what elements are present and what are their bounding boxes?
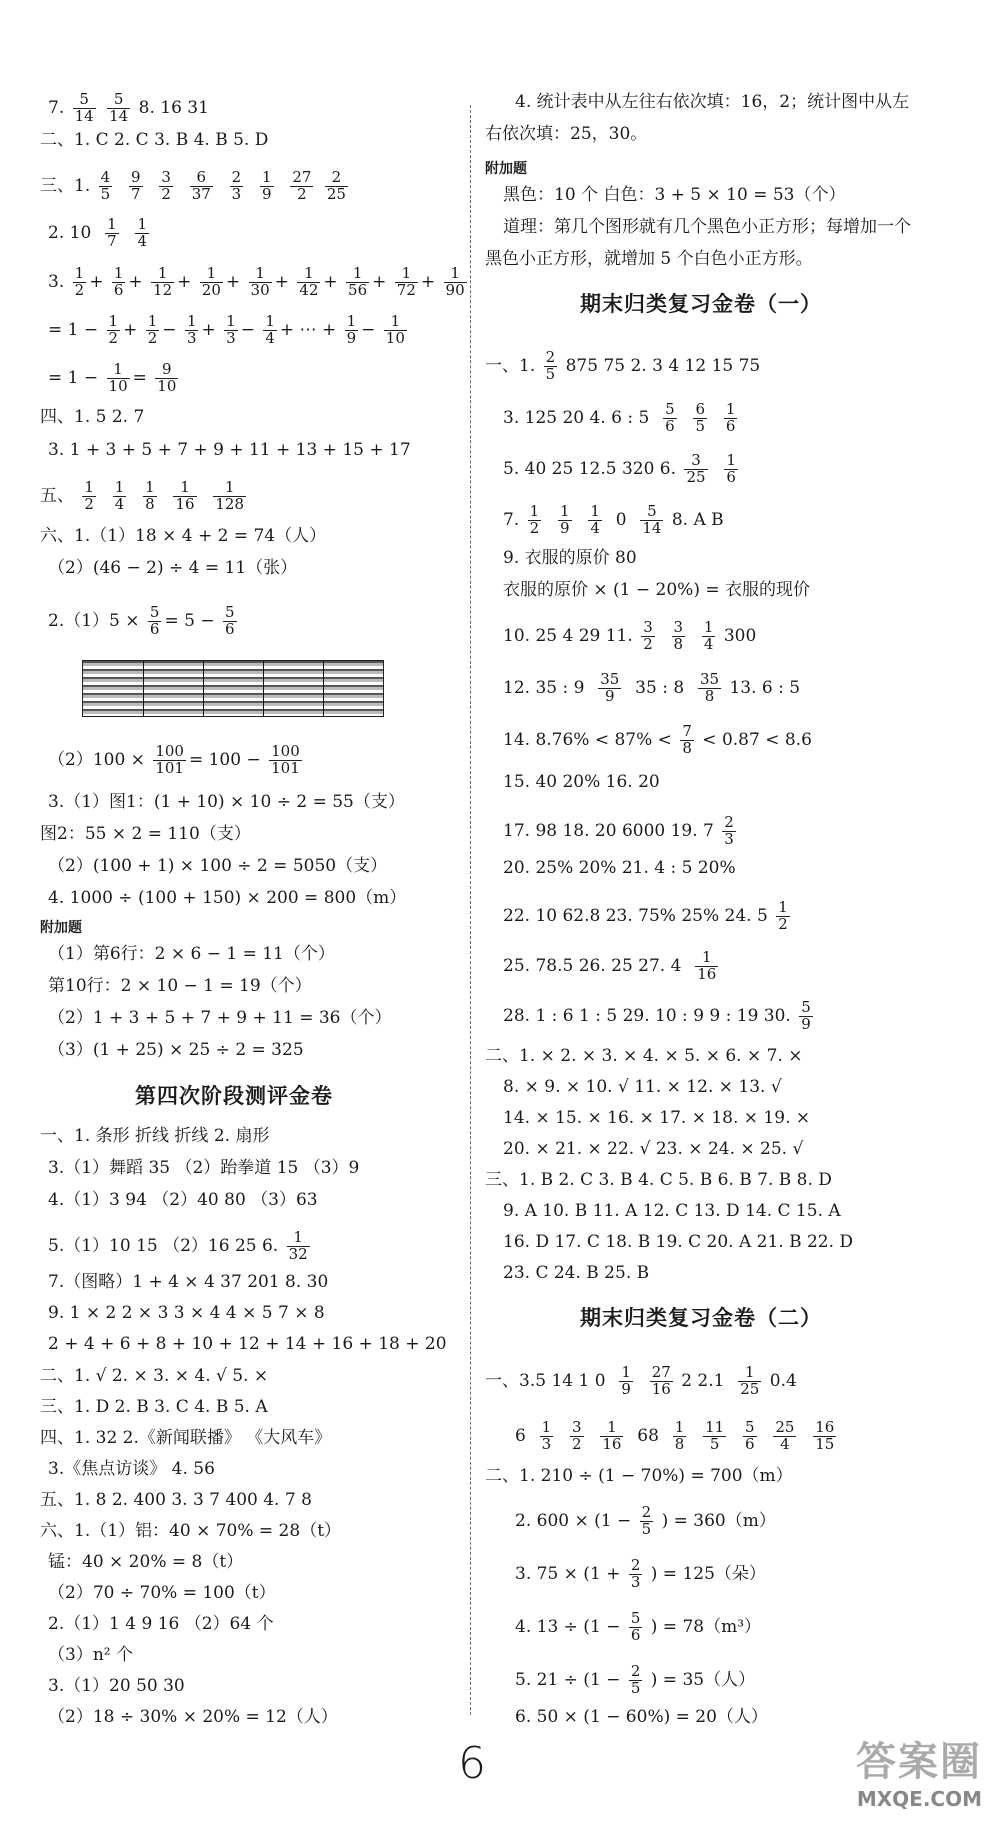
fraction: $\frac{1}{6}$ [113,264,124,299]
fraction: $\frac{5}{14}$ [642,502,662,537]
fraction: $\frac{1}{16}$ [175,478,195,513]
left-line-m14: 锰：40 × 20% = 8（t） [48,1552,244,1572]
text: ) = 35（人） [650,1669,756,1690]
fraction: $\frac{1}{30}$ [250,264,270,299]
text: 68 [637,1425,659,1446]
fraction: $\frac{1}{2}$ [778,898,788,933]
left-line-14: （2）100 × $\frac{100}{101}$ = 100 − $\frac{100}{101}$ [48,742,300,777]
fraction: $\frac{2}{5}$ [641,1503,652,1538]
fraction: $\frac{1}{12}$ [153,264,173,299]
fraction: $\frac{100}{101}$ [155,742,184,777]
fraction: $\frac{7}{8}$ [682,722,692,757]
fraction: $\frac{2}{5}$ [630,1662,641,1697]
h-line-1: 二、1. 210 ÷ (1 − 70%) = 700（m） [485,1466,793,1486]
fraction: $\frac{1}{90}$ [445,264,465,299]
text: ) = 125（朵） [650,1563,766,1584]
f-line-7 [503,620,756,653]
fraction: $\frac{35}{8}$ [699,670,720,705]
text: 一、3.5 14 1 0 [485,1370,606,1391]
text: 2 2.1 [681,1370,725,1391]
left-line-8: 四、1. 5 2. 7 [40,407,145,427]
fraction: $\frac{25}{4}$ [775,1418,795,1453]
left-line-m1: 一、1. 条形 折线 折线 2. 扇形 [40,1126,270,1146]
choice-line-3: 16. D 17. C 18. B 19. C 20. A 21. B 22. D [503,1232,854,1252]
fraction: $\frac{1}{2}$ [147,312,158,347]
text: ) = 360（m） [661,1510,776,1531]
fraction: $\frac{1}{3}$ [226,312,236,347]
text: 0.4 [769,1370,797,1391]
g-line-1 [485,1365,797,1398]
f-line-14 [503,950,721,983]
fraction: $\frac{3}{2}$ [572,1418,582,1453]
column-divider [470,105,471,1715]
left-line-18: 4. 1000 ÷ (100 + 150) × 200 = 800（m） [48,888,407,908]
text: 28. 1 : 6 1 : 5 29. 10 : 9 9 : 19 30. [503,1005,791,1026]
fraction: $\frac{1}{3}$ [186,312,197,347]
fraction: $\frac{100}{101}$ [271,742,300,777]
left-line-9: 3. 1 + 3 + 5 + 7 + 9 + 11 + 13 + 15 + 17 [48,440,411,460]
text: 3. 125 20 4. 6 : 5 [503,407,650,428]
left-line-4 [48,217,152,250]
fraction: $\frac{5}{14}$ [109,90,129,125]
left-line-1 [48,92,209,125]
judge-line-3: 14. × 15. × 16. × 17. × 18. × 19. × [503,1108,811,1128]
text: ) = 78（m³） [650,1616,762,1637]
fraction: $\frac{1}{9}$ [346,312,357,347]
fraction: $\frac{1}{16}$ [602,1418,622,1453]
f-line-10: 15. 40 20% 16. 20 [503,772,660,792]
text: 5. 40 25 12.5 320 6. [503,458,677,479]
fraction: $\frac{5}{14}$ [74,90,94,125]
text: 三、1. [40,175,91,196]
fraction: $\frac{27}{16}$ [651,1363,671,1398]
fraction: $\frac{1}{2}$ [74,264,85,299]
text: 4. 13 ÷ (1 − [515,1616,621,1637]
judge-line-2: 8. × 9. × 10. √ 11. × 12. × 13. √ [503,1077,782,1097]
section-title-final-2: 期末归类复习金卷（二） [580,1306,822,1330]
fraction: $\frac{1}{6}$ [725,400,736,435]
fraction: $\frac{1}{32}$ [288,1228,308,1263]
fraction: $\frac{1}{16}$ [697,948,717,983]
left-line-3 [40,170,351,203]
text: 3. 75 × (1 + [515,1563,621,1584]
left-line-20: 第10行：2 × 10 − 1 = 19（个） [48,976,312,996]
text: 0 [615,509,627,530]
fraction: $\frac{1}{3}$ [541,1418,552,1453]
f-line-8 [503,672,800,705]
fraction: $\frac{35}{9}$ [600,670,620,705]
fraction: $\frac{1}{42}$ [299,264,319,299]
fraction: $\frac{1}{72}$ [396,264,416,299]
fraction: $\frac{1}{25}$ [740,1363,760,1398]
watermark-logo: 答案圈 [856,1739,982,1785]
left-line-15: 3.（1）图1：(1 + 10) × 10 ÷ 2 = 55（支） [48,792,405,812]
text: 17. 98 18. 20 6000 19. 7 [503,820,714,841]
f-line-9 [503,724,812,757]
fraction: $\frac{1}{4}$ [703,618,714,653]
left-line-19: （1）第6行：2 × 6 − 1 = 11（个） [48,944,335,964]
fraction: $\frac{1}{4}$ [265,312,275,347]
fraction: $\frac{1}{9}$ [560,502,570,537]
fraction: $\frac{1}{7}$ [107,215,117,250]
left-line-m13: 六、1.（1）铝：40 × 70% = 28（t） [40,1521,342,1541]
right-line-1: 4. 统计表中从左往右依次填：16，2；统计图中从左 [515,92,910,112]
fraction: $\frac{1}{8}$ [145,478,155,513]
fraction: $\frac{5}{6}$ [224,603,235,638]
fraction: $\frac{2}{3}$ [231,168,242,203]
fraction: $\frac{1}{4}$ [114,478,125,513]
left-line-16: 图2：55 × 2 = 110（支） [40,824,251,844]
f-line-2 [503,402,740,435]
fraction: $\frac{3}{2}$ [643,618,653,653]
fraction: $\frac{1}{20}$ [201,264,221,299]
choice-line-2: 9. A 10. B 11. A 12. C 13. D 14. C 15. A [503,1201,841,1221]
text: 6 [515,1425,526,1446]
fraction: $\frac{1}{128}$ [215,478,245,513]
fraction: $\frac{1}{8}$ [674,1418,685,1453]
text: 12. 35 : 9 [503,677,585,698]
left-line-m3: 4.（1）3 94 （2）40 80 （3）63 [48,1190,318,1210]
f-line-11 [503,815,739,848]
left-line-m16: 2.（1）1 4 9 16 （2）64 个 [48,1614,274,1634]
text: 7. [503,509,520,530]
fraction: $\frac{16}{15}$ [815,1418,835,1453]
h-line-3 [515,1558,766,1591]
fraction: $\frac{2}{3}$ [630,1556,641,1591]
fraction: $\frac{9}{7}$ [131,168,141,203]
fraction: $\frac{3}{8}$ [673,618,684,653]
h-line-2 [515,1505,776,1538]
text: 25. 78.5 26. 25 27. 4 [503,955,682,976]
left-line-10 [40,480,249,513]
text: 5.（1）10 15 （2）16 25 6. [48,1235,279,1256]
fraction: $\frac{5}{9}$ [801,998,811,1033]
section-title-4th-test: 第四次阶段测评金卷 [135,1084,333,1108]
text: 一、1. [485,355,536,376]
f-line-12: 20. 25% 20% 21. 4 : 5 20% [503,858,736,878]
text: < 0.87̇ < 8.6 [702,729,812,750]
left-line-21: （2）1 + 3 + 5 + 7 + 9 + 11 = 36（个） [48,1008,392,1028]
fraction: $\frac{2}{25}$ [326,168,346,203]
text: 10. 25 4 29 11. [503,625,633,646]
text: 2.（1）5 × [48,610,140,631]
text: 13. 6 : 5 [729,677,801,698]
text: 14. 8.76% < 87% < [503,729,672,750]
text: 2. 10 [48,222,92,243]
f-line-6: 衣服的原价 × (1 − 20%) = 衣服的现价 [503,580,811,600]
fraction: $\frac{1}{6}$ [726,451,736,486]
left-line-m12: 五、1. 8 2. 400 3. 3 7 400 4. 7 8 [40,1490,312,1510]
left-line-m6: 9. 1 × 2 2 × 3 3 × 4 4 × 5 7 × 8 [48,1303,325,1323]
text: （2）100 × [48,749,145,770]
left-line-m18: 3.（1）20 50 30 [48,1676,185,1696]
fraction: $\frac{6}{5}$ [695,400,706,435]
text: = 1 − [48,367,99,388]
extra-question-heading-right: 附加题 [485,161,527,177]
text: 875 75 2. 3 4 12 15 75 [565,355,761,376]
fraction: $\frac{1}{4}$ [137,215,147,250]
text: 7. [48,97,65,118]
left-line-12: （2）(46 − 2) ÷ 4 = 11（张） [48,558,298,578]
fraction: $\frac{6}{37}$ [191,168,211,203]
fraction: $\frac{2}{3}$ [724,813,734,848]
fraction: $\frac{11}{5}$ [705,1418,725,1453]
right-line-2: 右依次填：25，30。 [485,124,648,144]
fraction: $\frac{1}{10}$ [385,312,405,347]
text: 8. A B [671,509,724,530]
text: 2. 600 × (1 − [515,1510,632,1531]
left-line-11: 六、1.（1）18 × 4 + 2 = 74（人） [40,526,327,546]
section-title-final-1: 期末归类复习金卷（一） [580,292,822,316]
fraction: $\frac{4}{5}$ [100,168,111,203]
left-line-6: = 1 − $\frac{1}{2}$ + $\frac{1}{2}$ − $\frac{1}{3}$ + $\frac{1}{3}$ − $\frac{1}{4}$ + ⋯ + $\frac{1}{9}$ − $\frac{1}{10}$ [48,312,405,347]
fraction: $\frac{3}{2}$ [161,168,171,203]
f-line-1 [485,350,760,383]
fraction: $\frac{1}{2}$ [108,312,119,347]
left-line-17: （2）(100 + 1) × 100 ÷ 2 = 5050（支） [48,856,388,876]
right-line-4: 道理：第几个图形就有几个黑色小正方形；每增加一个 [503,217,911,237]
f-line-15 [503,1000,816,1033]
g-line-2 [515,1420,839,1453]
f-line-5: 9. 衣服的原价 80 [503,548,637,568]
left-line-m17: （3）n² 个 [48,1645,133,1665]
text: 8. 16 31 [138,97,209,118]
fraction: $\frac{1}{2}$ [529,502,540,537]
fraction: $\frac{1}{4}$ [590,502,600,537]
h-line-4 [515,1611,761,1644]
choice-line-1: 三、1. B 2. C 3. B 4. C 5. B 6. B 7. B 8. D [485,1170,832,1190]
fraction: $\frac{3}{25}$ [686,451,706,486]
h-line-6: 6. 50 × (1 − 60%) = 20（人） [515,1707,768,1727]
text: 五、 [40,485,74,506]
fraction: $\frac{1}{2}$ [84,478,94,513]
text: 22. 10 62.8 23. 75% 25% 24. 5 [503,905,768,926]
fraction: $\frac{1}{9}$ [261,168,272,203]
fraction: $\frac{27}{2}$ [292,168,312,203]
choice-line-4: 23. C 24. B 25. B [503,1263,650,1283]
left-line-7: = 1 − $\frac{1}{10}$ = $\frac{9}{10}$ [48,360,177,395]
left-line-m2: 3.（1）舞蹈 35 （2）跆拳道 15 （3）9 [48,1158,360,1178]
fraction: $\frac{9}{10}$ [157,360,177,395]
text: 300 [723,625,757,646]
fraction: $\frac{5}{6}$ [665,400,675,435]
left-line-13: 2.（1）5 × $\frac{5}{6}$ = 5 − $\frac{5}{6}$ [48,603,235,638]
left-line-m9: 三、1. D 2. B 3. C 4. B 5. A [40,1397,268,1417]
left-line-m8: 二、1. √ 2. × 3. × 4. √ 5. × [40,1366,269,1386]
page-number: 6 [458,1738,486,1789]
left-line-m15: （2）70 ÷ 70% = 100（t） [48,1583,276,1603]
watermark [856,1730,982,1811]
text: 5. 21 ÷ (1 − [515,1669,621,1690]
left-line-22: （3）(1 + 25) × 25 ÷ 2 = 325 [48,1040,304,1060]
text: 3. [48,271,65,292]
judge-line-1: 二、1. × 2. × 3. × 4. × 5. × 6. × 7. × [485,1046,803,1066]
judge-line-4: 20. × 21. × 22. √ 23. × 24. × 25. √ [503,1139,804,1159]
text: = 1 − [48,319,99,340]
watermark-url: MXQE.COM [856,1787,982,1811]
left-line-5: 3. $\frac{1}{2}$ + $\frac{1}{6}$ + $\frac{1}{12}$ + $\frac{1}{20}$ + $\frac{1}{30}$ + $\frac{1}{42}$ + $\frac{1}{56}$ + $\frac{1}{72}$ + $\frac{1}{90}$ [48,264,465,299]
right-line-3: 黑色：10 个 白色：3 + 5 × 10 = 53（个） [503,185,846,205]
shaded-grid-figure [82,660,384,717]
f-line-4 [503,504,724,537]
left-line-m19: （2）18 ÷ 30% × 20% = 12（人） [48,1707,338,1727]
left-line-m5: 7.（图略）1 + 4 × 4 37 201 8. 30 [48,1272,329,1292]
fraction: $\frac{1}{9}$ [621,1363,631,1398]
fraction: $\frac{5}{6}$ [744,1418,755,1453]
left-line-m7: 2 + 4 + 6 + 8 + 10 + 12 + 14 + 16 + 18 + 20 [48,1334,447,1354]
h-line-5 [515,1664,755,1697]
left-line-m10: 四、1. 32 2.《新闻联播》 《大风车》 [40,1428,332,1448]
right-line-5: 黑色小正方形，就增加 5 个白色小正方形。 [485,249,813,269]
left-line-2: 二、1. C 2. C 3. B 4. B 5. D [40,130,269,150]
f-line-13 [503,900,793,933]
text: 35 : 8 [635,677,685,698]
f-line-3 [503,453,741,486]
left-line-m11: 3.《焦点访谈》 4. 56 [48,1459,215,1479]
extra-question-heading: 附加题 [40,920,82,936]
fraction: $\frac{1}{10}$ [108,360,128,395]
fraction: $\frac{5}{6}$ [149,603,160,638]
fraction: $\frac{2}{5}$ [545,348,556,383]
fraction: $\frac{1}{56}$ [348,264,368,299]
left-line-m4 [48,1230,313,1263]
fraction: $\frac{5}{6}$ [630,1609,641,1644]
